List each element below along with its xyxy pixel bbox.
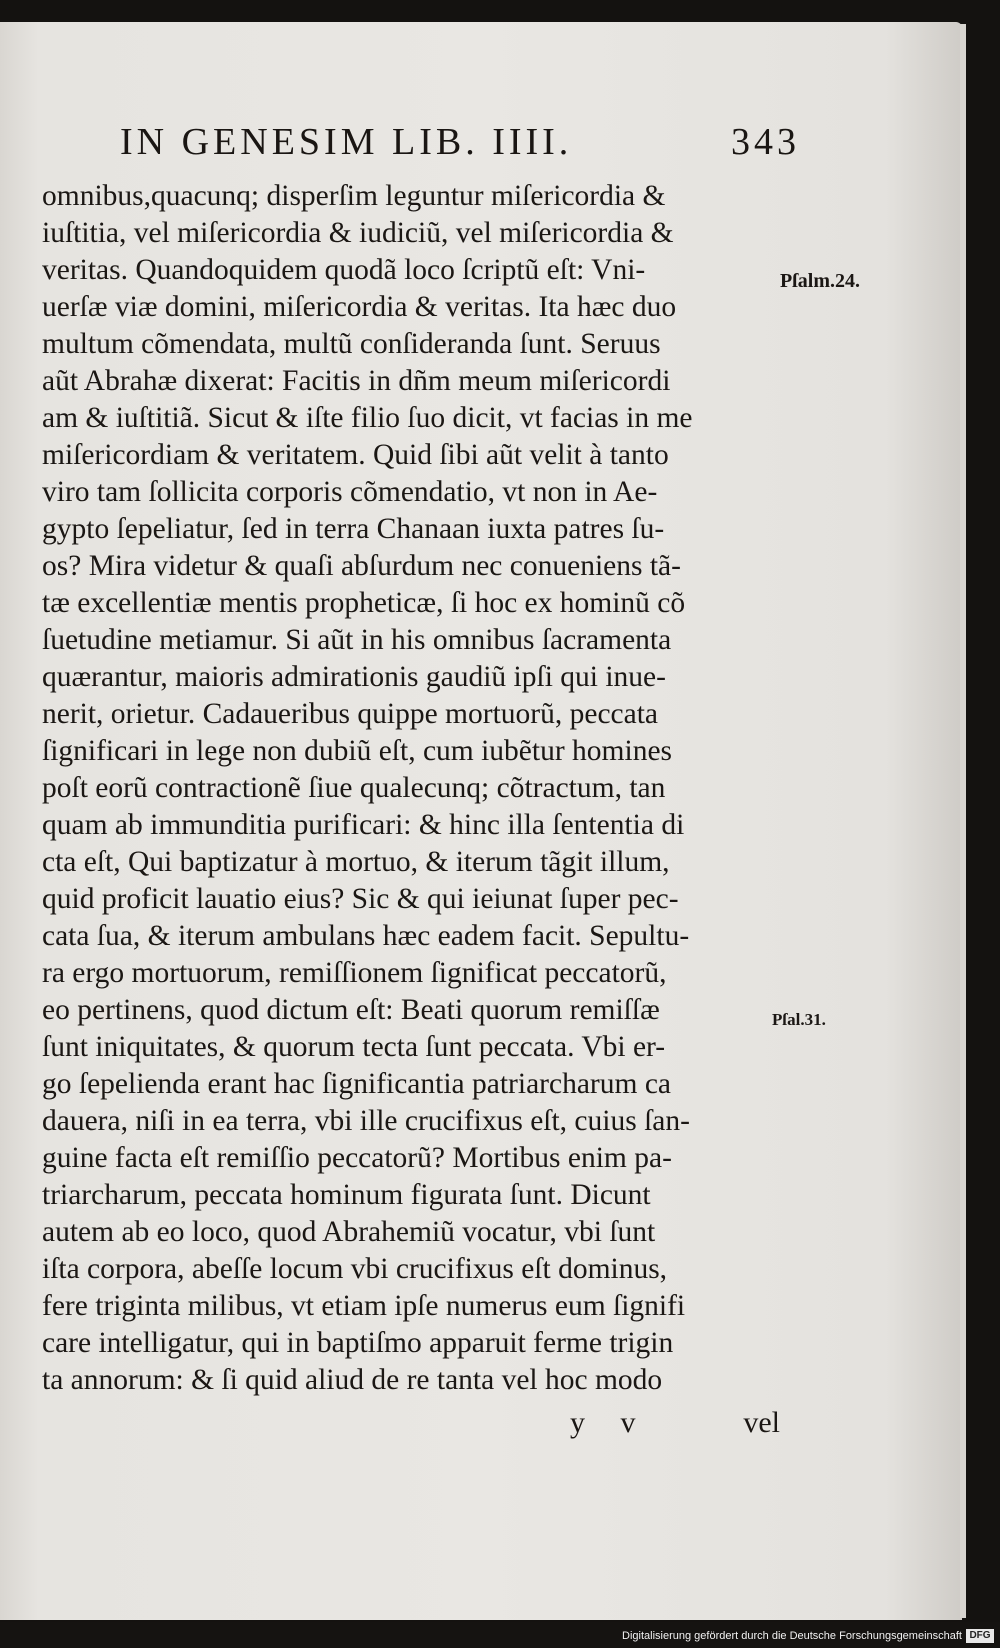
text-line: guine facta eſt remiſſio peccatorũ? Mortibus enim pa- [42,1142,672,1174]
text-line: iuſtitia, vel miſericordia & iudiciũ, vel miſericordia & [42,217,674,249]
text-line: viro tam ſollicita corporis cõmendatio, vt non in Ae- [42,476,658,508]
text-line: miſericordiam & veritatem. Quid ſibi aũt velit à tanto [42,439,669,471]
text-line: ſuetudine metiamur. Si aũt in his omnibus ſacramenta [42,624,672,656]
folio-number: 343 [731,121,800,163]
text-line: cta eſt, Qui baptizatur à mortuo, & iterum tãgit illum, [42,846,670,878]
text-line: dauera, niſi in ea terra, vbi ille crucifixus eſt, cuius ſan- [42,1105,690,1137]
text-line: cata ſua, & iterum ambulans hæc eadem facit. Sepultu- [42,920,690,952]
marginal-note-psalm-31: Pſal.31. [772,1010,826,1029]
text-line: quærantur, maioris admirationis gaudiũ ipſi qui inue- [42,661,666,693]
footer-credit: Digitalisierung gefördert durch die Deutsche Forschungsgemeinschaft [622,1630,962,1642]
text-line: nerit, orietur. Cadaueribus quippe mortuorũ, peccata [42,698,659,730]
text-line: autem ab eo loco, quod Abrahemiũ vocatur, vbi ſunt [42,1216,656,1248]
text-line: quid proficit lauatio eius? Sic & qui ieiunat ſuper pec- [42,883,679,915]
text-line: tæ excellentiæ mentis propheticæ, ſi hoc ex hominũ cõ [42,587,686,619]
text-line: ta annorum: & ſi quid aliud de re tanta vel hoc modo [42,1364,663,1396]
text-line: quam ab immunditia purificari: & hinc illa ſententia di [42,809,685,841]
text-line: care intelligatur, qui in baptiſmo apparuit ferme trigin [42,1327,674,1359]
text-line: am & iuſtitiã. Sicut & iſte filio ſuo dicit, vt facias in me [42,402,693,434]
page-edge [960,24,966,1618]
signature-mark: y v [570,1406,650,1439]
text-line: ra ergo mortuorum, remiſſionem ſignificat peccatorũ, [42,957,667,989]
text-line: triarcharum, peccata hominum figurata ſunt. Dicunt [42,1179,651,1211]
running-head [120,120,800,170]
text-line: ſunt iniquitates, & quorum tecta ſunt peccata. Vbi er- [42,1031,666,1063]
text-line: iſta corpora, abeſſe locum vbi crucifixus eſt dominus, [42,1253,668,1285]
text-line: os? Mira videtur & quaſi abſurdum nec conueniens tã- [42,550,681,582]
marginal-note-psalm-24: Pſalm.24. [780,270,860,292]
text-line: omnibus,quacunq; disperſim leguntur miſericordia & [42,180,666,212]
text-line: poſt eorũ contractionẽ ſiue qualecunq; cõtractum, tan [42,772,666,804]
text-line: multum cõmendata, multũ conſideranda ſunt. Seruus [42,328,661,360]
running-head-title: IN GENESIM LIB. IIII. [120,121,573,163]
dfg-logo: DFG [966,1629,994,1643]
body-text [42,178,782,1399]
catchword: vel [743,1406,780,1439]
text-line: eo pertinens, quod dictum eſt: Beati quorum remiſſæ [42,994,660,1026]
text-line: gypto ſepeliatur, ſed in terra Chanaan iuxta patres ſu- [42,513,665,545]
page-bottom-marks [560,1406,780,1446]
footer-bar [0,1622,1000,1648]
text-line: aũt Abrahæ dixerat: Facitis in dñm meum miſericordi [42,365,671,397]
text-line: uerſæ viæ domini, miſericordia & veritas. Ita hæc duo [42,291,677,323]
text-line: veritas. Quandoquidem quodã loco ſcriptũ eſt: Vni- [42,254,646,286]
text-line: ſignificari in lege non dubiũ eſt, cum iubẽtur homines [42,735,673,767]
text-line: go ſepelienda erant hac ſignificantia patriarcharum ca [42,1068,672,1100]
text-line: fere triginta milibus, vt etiam ipſe numerus eum ſignifi [42,1290,686,1322]
